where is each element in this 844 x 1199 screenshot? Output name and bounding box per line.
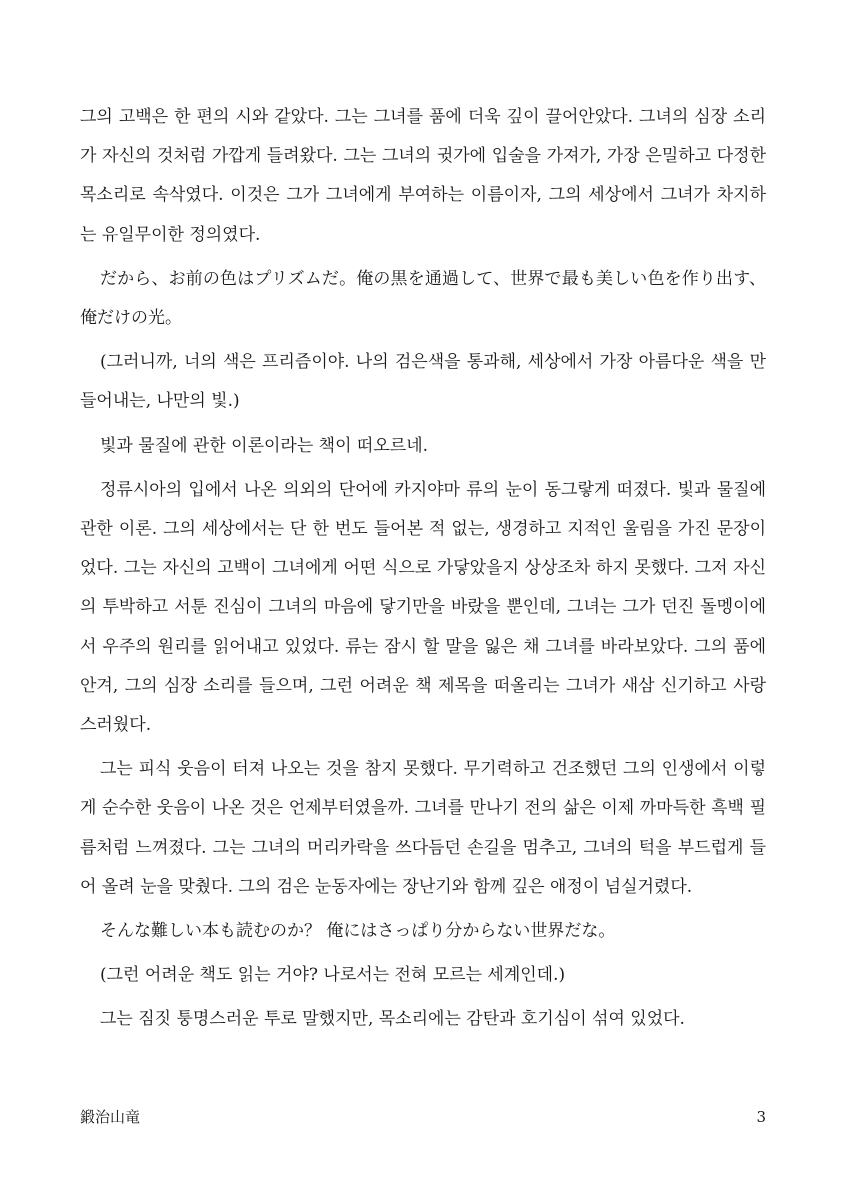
footer-page-number: 3	[756, 1108, 766, 1126]
paragraph-9: 그는 짐짓 퉁명스러운 투로 말했지만, 목소리에는 감탄과 호기심이 섞여 있었다.	[100, 1009, 685, 1030]
paragraph-3-translation: (그러니까, 너의 색은 프리즘이야. 나의 검은색을 통과해, 세상에서 가장 아름다운 색을 만들어내는, 나만의 빛.)	[80, 352, 766, 412]
paragraph-5: 정류시아의 입에서 나온 의외의 단어에 카지야마 류의 눈이 동그랗게 떠졌다. 빛과 물질에 관한 이론. 그의 세상에서는 단 한 번도 들어본 적 없는, 생경하고 지적인 울림을 가진 문장이었다. 그는 자신의 고백이 그녀에게 어떤 식으로 가닿았을지 상상조차 하지 못했다. 그저 자신의 투박하고 서툰 진심이 그녀의 마음에 닿기만을 바랐을 뿐인데, 그녀는 그가 던진 돌멩이에서 우주의 원리를 읽어내고 있었다. 류는 잠시 할 말을 잃은 채 그녀를 바라보았다. 그의 품에 안겨, 그의 심장 소리를 들으며, 그런 어려운 책 제목을 떠올리는 그녀가 새삼 신기하고 사랑스러웠다.	[80, 479, 766, 736]
paragraph-4: 빛과 물질에 관한 이론이라는 책이 떠오르네.	[100, 435, 429, 456]
paragraph-6: 그는 피식 웃음이 터져 나오는 것을 참지 못했다. 무기력하고 건조했던 그의 인생에서 이렇게 순수한 웃음이 나온 것은 언제부터였을까. 그녀를 만나기 전의 삶은 이제 까마득한 흑백 필름처럼 느껴졌다. 그는 그녀의 머리카락을 쓰다듬던 손길을 멈추고, 그녀의 턱을 부드럽게 들어 올려 눈을 맞췄다. 그의 검은 눈동자에는 장난기와 함께 깊은 애정이 넘실거렸다.	[80, 759, 766, 897]
paragraph-7-japanese: そんな難しい本も読むのか？ 俺にはさっぱり分からない世界だな。	[100, 921, 616, 942]
footer-author: 鍛治山竜	[80, 1108, 141, 1126]
paragraph-1: 그의 고백은 한 편의 시와 같았다. 그는 그녀를 품에 더욱 깊이 끌어안았다. 그녀의 심장 소리가 자신의 것처럼 가깝게 들려왔다. 그는 그녀의 귓가에 입술을 가져가, 가장 은밀하고 다정한 목소리로 속삭였다. 이것은 그가 그녀에게 부여하는 이름이자, 그의 세상에서 그녀가 차지하는 유일무이한 정의였다.	[80, 107, 766, 245]
paragraph-2-japanese: だから、お前の色はプリズムだ。俺の黒を通過して、世界で最も美しい色を作り出す、俺だけの光。	[80, 268, 766, 329]
page-body	[80, 98, 766, 1045]
paragraph-8-translation: (그런 어려운 책도 읽는 거야? 나로서는 전혀 모르는 세계인데.)	[100, 965, 566, 986]
